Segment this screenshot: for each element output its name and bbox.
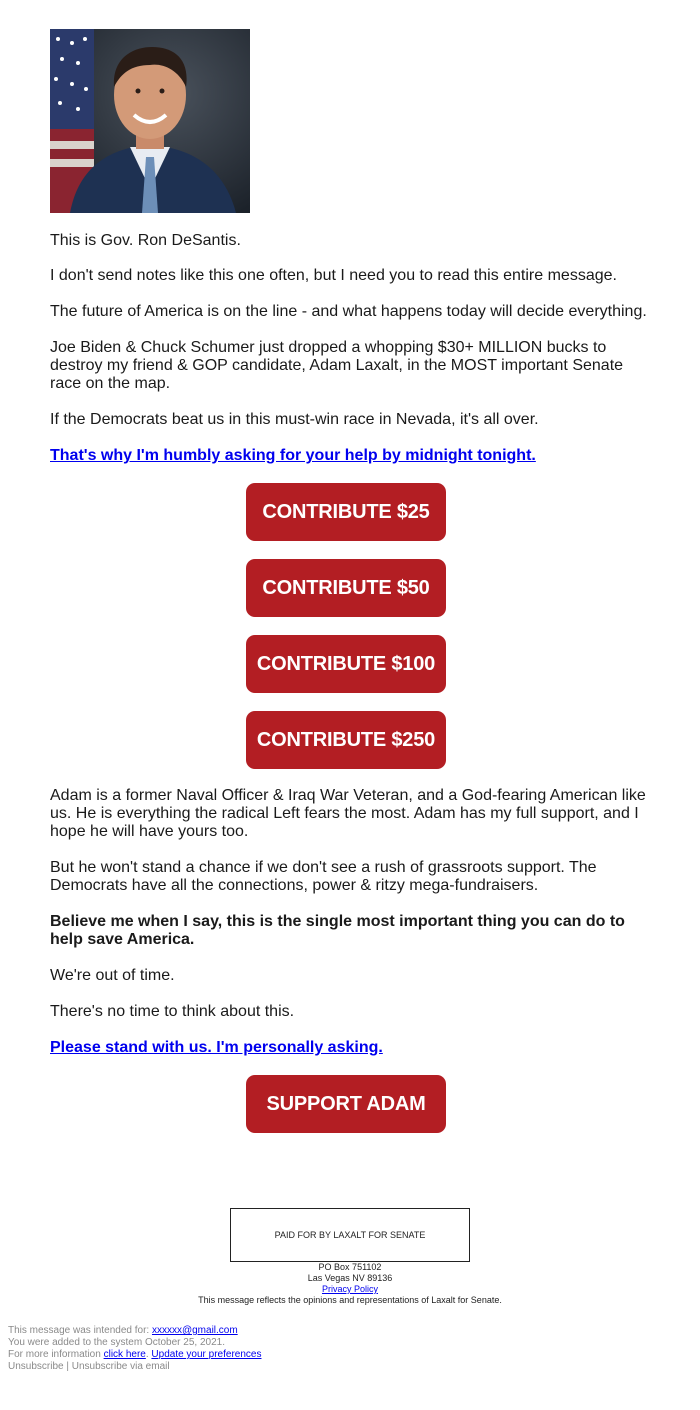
contribute-25-button[interactable]: CONTRIBUTE $25 [246, 483, 446, 541]
paragraph-4: If the Democrats beat us in this must-win race in Nevada, it's all over. [50, 411, 539, 428]
intro-text: This is Gov. Ron DeSantis. [50, 232, 241, 249]
privacy-policy-link[interactable]: Privacy Policy [321, 1284, 378, 1294]
city-line: Las Vegas NV 89136 [307, 1273, 393, 1283]
paragraph-8: We're out of time. [50, 967, 175, 984]
paragraph-2: The future of America is on the line - and what happens today will decide everything. [50, 303, 647, 320]
header-photo [50, 29, 250, 213]
paragraph-3: Joe Biden & Chuck Schumer just dropped a whopping $30+ MILLION bucks to destroy my friend & GOP candidate, Adam Laxalt, in the MOST important Senate race on the map. [50, 339, 624, 392]
po-box: PO Box 751102 [318, 1262, 382, 1272]
separator: | [66, 1361, 69, 1372]
added-line: You were added to the system October 25, 2021. [8, 1337, 225, 1348]
contribute-250-button[interactable]: CONTRIBUTE $250 [246, 711, 446, 769]
paid-for-text: PAID FOR BY LAXALT FOR SENATE [274, 1230, 426, 1240]
more-info-label: For more information [8, 1349, 101, 1360]
portrait-illustration [50, 29, 250, 213]
paragraph-1: I don't send notes like this one often, but I need you to read this entire message. [50, 267, 617, 284]
intended-label: This message was intended for: [8, 1325, 150, 1336]
unsubscribe-link[interactable]: Unsubscribe [8, 1361, 64, 1372]
intended-for-line [8, 1325, 238, 1337]
help-by-midnight-link[interactable]: That's why I'm humbly asking for your help by midnight tonight. [50, 447, 536, 464]
click-here-link[interactable]: click here [103, 1349, 146, 1360]
privacy-line [0, 1284, 700, 1295]
recipient-email-link[interactable]: xxxxxx@gmail.com [151, 1325, 238, 1336]
support-adam-button[interactable]: SUPPORT ADAM [246, 1075, 446, 1133]
paragraph-9: There's no time to think about this. [50, 1003, 295, 1020]
paid-for-box [230, 1208, 470, 1262]
paragraph-6: But he won't stand a chance if we don't see a rush of grassroots support. The Democrats have all the connections, power & ritzy mega-fundraisers. [50, 859, 597, 894]
opinions-text: This message reflects the opinions and representations of Laxalt for Senate. [198, 1295, 502, 1305]
paragraph-7-bold: Believe me when I say, this is the single most important thing you can do to help save America. [50, 913, 625, 948]
contribute-100-button[interactable]: CONTRIBUTE $100 [246, 635, 446, 693]
stand-with-us-link[interactable]: Please stand with us. I'm personally asking. [50, 1039, 383, 1056]
paragraph-5: Adam is a former Naval Officer & Iraq War Veteran, and a God-fearing American like us. He is everything the radical Left fears the most. Adam has my full support, and I hope he will have yours too. [50, 787, 646, 840]
unsubscribe-email-link[interactable]: Unsubscribe via email [71, 1361, 170, 1372]
contribute-50-button[interactable]: CONTRIBUTE $50 [246, 559, 446, 617]
more-info-line: For more information click here. Update your preferences [8, 1349, 262, 1360]
update-preferences-link[interactable]: Update your preferences [151, 1349, 262, 1360]
unsubscribe-line [8, 1361, 170, 1373]
